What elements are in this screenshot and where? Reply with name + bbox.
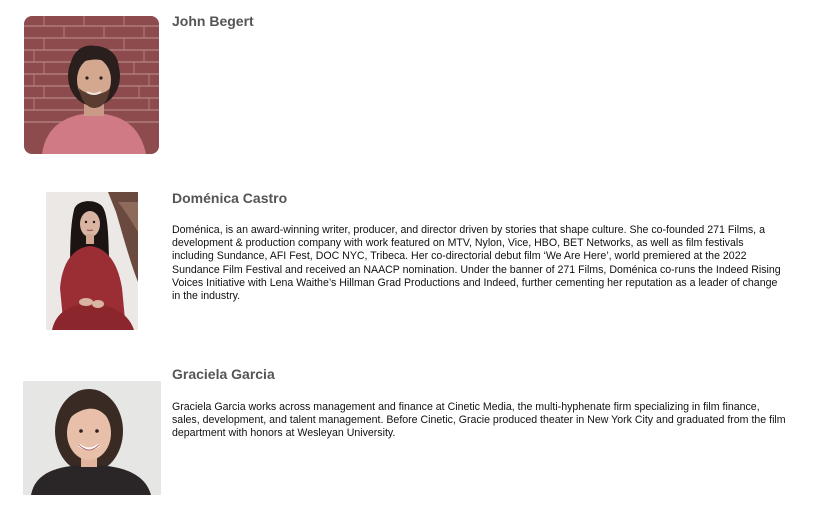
portrait-photo [23,381,161,495]
person-name: Doménica Castro [172,190,288,206]
person-name: Graciela Garcia [172,366,275,382]
person-bio: Doménica, is an award-winning writer, producer, and director driven by stories that shape culture. She co-founded 271 Films, a development & production company with work featured on MTV, Nylon, Vice, HBO, BET Networks, as well as film festivals including Sundance, AFI Fest, DOC NYC, Tribeca. Her co-directorial debut film ‘We Are Here’, world premiered at the 2022 Sundance Film Festival and received an NAACP nomination. Under the banner of 271 Films, Doménica co-runs the Indeed Rising Voices Initiative with Lena Waithe’s Hillman Grad Productions and Indeed, further cementing her reputation as a leader of change in the industry. [172,224,781,303]
person-name: John Begert [172,13,254,29]
portrait-photo [46,192,138,330]
portrait-photo [24,16,159,154]
person-bio: Graciela Garcia works across management and finance at Cinetic Media, the multi-hyphenate firm specializing in film finance, sales, development, and talent management. Before Cinetic, Gracie produced theater in New York City and graduated from the film department with honors at Wesleyan University. [172,401,786,440]
